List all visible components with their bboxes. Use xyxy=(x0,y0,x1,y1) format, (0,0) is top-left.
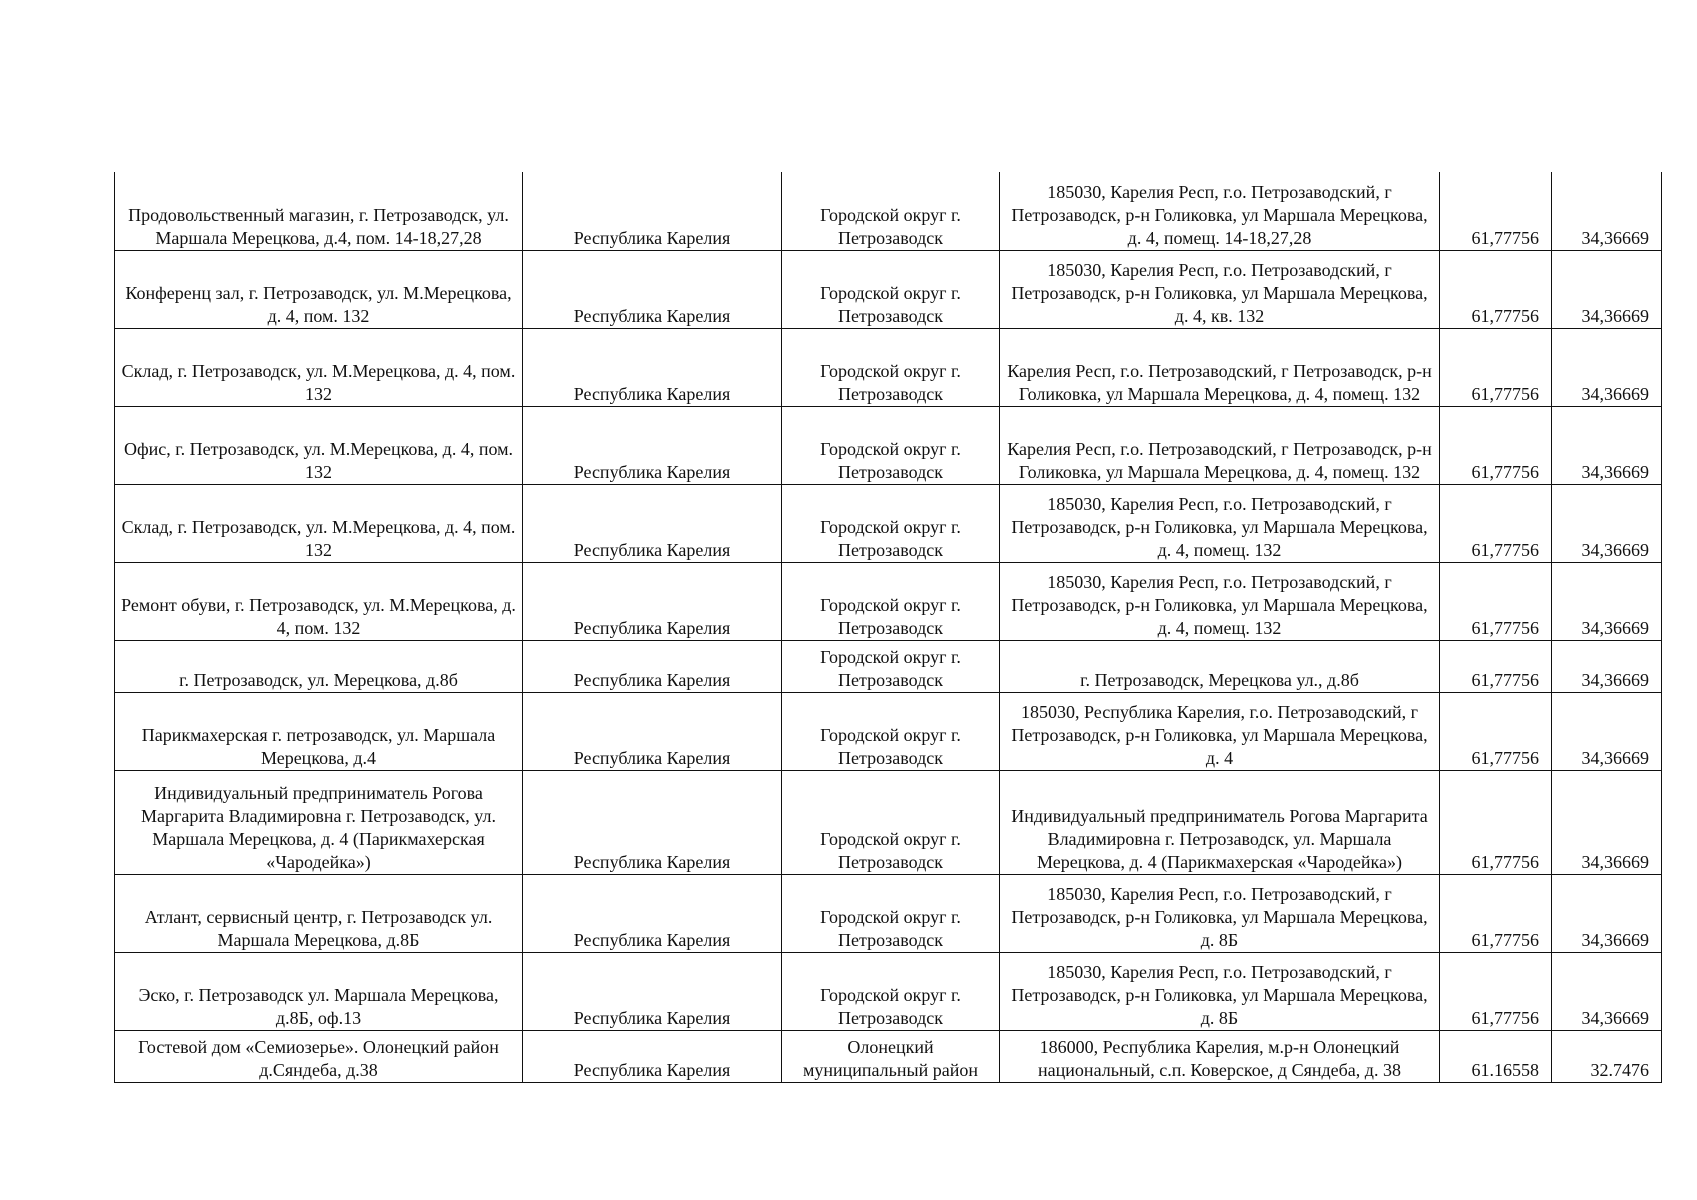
cell-region: Республика Карелия xyxy=(523,640,782,692)
cell-region: Республика Карелия xyxy=(523,406,782,484)
cell-latitude: 61,77756 xyxy=(1440,406,1552,484)
cell-longitude: 34,36669 xyxy=(1552,484,1662,562)
cell-address: г. Петрозаводск, Мерецкова ул., д.8б xyxy=(1000,640,1440,692)
cell-latitude: 61,77756 xyxy=(1440,692,1552,770)
cell-region: Республика Карелия xyxy=(523,770,782,874)
table-row xyxy=(115,562,1662,640)
cell-municipality: Городской округ г. Петрозаводск xyxy=(782,484,1000,562)
table-row xyxy=(115,1030,1662,1082)
table-row xyxy=(115,328,1662,406)
cell-municipality: Городской округ г. Петрозаводск xyxy=(782,770,1000,874)
cell-municipality: Городской округ г. Петрозаводск xyxy=(782,406,1000,484)
cell-municipality: Городской округ г. Петрозаводск xyxy=(782,328,1000,406)
table-row xyxy=(115,484,1662,562)
cell-address: 185030, Республика Карелия, г.о. Петрозаводский, г Петрозаводск, р-н Голиковка, ул Маршала Мерецкова, д. 4 xyxy=(1000,692,1440,770)
cell-region: Республика Карелия xyxy=(523,172,782,250)
cell-longitude: 34,36669 xyxy=(1552,952,1662,1030)
table-row xyxy=(115,770,1662,874)
cell-name: г. Петрозаводск, ул. Мерецкова, д.8б xyxy=(115,640,523,692)
table-row xyxy=(115,172,1662,250)
cell-municipality: Олонецкий муниципальный район xyxy=(782,1030,1000,1082)
cell-municipality: Городской округ г. Петрозаводск xyxy=(782,874,1000,952)
cell-longitude: 34,36669 xyxy=(1552,406,1662,484)
table-row xyxy=(115,692,1662,770)
cell-region: Республика Карелия xyxy=(523,562,782,640)
cell-region: Республика Карелия xyxy=(523,692,782,770)
cell-address: 185030, Карелия Респ, г.о. Петрозаводский, г Петрозаводск, р-н Голиковка, ул Маршала Мерецкова, д. 4, кв. 132 xyxy=(1000,250,1440,328)
cell-municipality: Городской округ г. Петрозаводск xyxy=(782,692,1000,770)
cell-name: Индивидуальный предприниматель Рогова Маргарита Владимировна г. Петрозаводск, ул. Маршала Мерецкова, д. 4 (Парикмахерская «Чародейка») xyxy=(115,770,523,874)
cell-municipality: Городской округ г. Петрозаводск xyxy=(782,952,1000,1030)
cell-region: Республика Карелия xyxy=(523,328,782,406)
cell-longitude: 34,36669 xyxy=(1552,640,1662,692)
cell-address: 185030, Карелия Респ, г.о. Петрозаводский, г Петрозаводск, р-н Голиковка, ул Маршала Мерецкова, д. 4, помещ. 132 xyxy=(1000,562,1440,640)
cell-longitude: 34,36669 xyxy=(1552,562,1662,640)
cell-latitude: 61,77756 xyxy=(1440,250,1552,328)
cell-region: Республика Карелия xyxy=(523,952,782,1030)
cell-longitude: 34,36669 xyxy=(1552,770,1662,874)
cell-latitude: 61,77756 xyxy=(1440,770,1552,874)
cell-region: Республика Карелия xyxy=(523,484,782,562)
cell-longitude: 34,36669 xyxy=(1552,172,1662,250)
cell-region: Республика Карелия xyxy=(523,1030,782,1082)
cell-name: Ремонт обуви, г. Петрозаводск, ул. М.Мерецкова, д. 4, пом. 132 xyxy=(115,562,523,640)
cell-longitude: 34,36669 xyxy=(1552,692,1662,770)
table-row xyxy=(115,406,1662,484)
cell-longitude: 34,36669 xyxy=(1552,328,1662,406)
cell-address: Карелия Респ, г.о. Петрозаводский, г Петрозаводск, р-н Голиковка, ул Маршала Мерецкова, д. 4, помещ. 132 xyxy=(1000,328,1440,406)
cell-municipality: Городской округ г. Петрозаводск xyxy=(782,562,1000,640)
cell-region: Республика Карелия xyxy=(523,874,782,952)
cell-name: Склад, г. Петрозаводск, ул. М.Мерецкова, д. 4, пом. 132 xyxy=(115,484,523,562)
cell-name: Конференц зал, г. Петрозаводск, ул. М.Мерецкова, д. 4, пом. 132 xyxy=(115,250,523,328)
cell-name: Гостевой дом «Семиозерье». Олонецкий район д.Сяндеба, д.38 xyxy=(115,1030,523,1082)
cell-name: Атлант, сервисный центр, г. Петрозаводск ул. Маршала Мерецкова, д.8Б xyxy=(115,874,523,952)
cell-name: Парикмахерская г. петрозаводск, ул. Маршала Мерецкова, д.4 xyxy=(115,692,523,770)
cell-name: Продовольственный магазин, г. Петрозаводск, ул. Маршала Мерецкова, д.4, пом. 14-18,27,28 xyxy=(115,172,523,250)
table-row xyxy=(115,640,1662,692)
cell-name: Офис, г. Петрозаводск, ул. М.Мерецкова, д. 4, пом. 132 xyxy=(115,406,523,484)
cell-address: Индивидуальный предприниматель Рогова Маргарита Владимировна г. Петрозаводск, ул. Маршала Мерецкова, д. 4 (Парикмахерская «Чародейка») xyxy=(1000,770,1440,874)
table-row xyxy=(115,874,1662,952)
cell-name: Склад, г. Петрозаводск, ул. М.Мерецкова, д. 4, пом. 132 xyxy=(115,328,523,406)
cell-municipality: Городской округ г. Петрозаводск xyxy=(782,250,1000,328)
cell-longitude: 34,36669 xyxy=(1552,874,1662,952)
cell-latitude: 61,77756 xyxy=(1440,874,1552,952)
cell-latitude: 61,77756 xyxy=(1440,172,1552,250)
cell-address: 185030, Карелия Респ, г.о. Петрозаводский, г Петрозаводск, р-н Голиковка, ул Маршала Мерецкова, д. 8Б xyxy=(1000,874,1440,952)
cell-latitude: 61,77756 xyxy=(1440,640,1552,692)
cell-address: 185030, Карелия Респ, г.о. Петрозаводский, г Петрозаводск, р-н Голиковка, ул Маршала Мерецкова, д. 4, помещ. 14-18,27,28 xyxy=(1000,172,1440,250)
cell-region: Республика Карелия xyxy=(523,250,782,328)
cell-longitude: 34,36669 xyxy=(1552,250,1662,328)
cell-latitude: 61.16558 xyxy=(1440,1030,1552,1082)
cell-longitude: 32.7476 xyxy=(1552,1030,1662,1082)
cell-name: Эско, г. Петрозаводск ул. Маршала Мерецкова, д.8Б, оф.13 xyxy=(115,952,523,1030)
cell-municipality: Городской округ г. Петрозаводск xyxy=(782,172,1000,250)
cell-address: 186000, Республика Карелия, м.р-н Олонецкий национальный, с.п. Коверское, д Сяндеба, д. 38 xyxy=(1000,1030,1440,1082)
cell-address: 185030, Карелия Респ, г.о. Петрозаводский, г Петрозаводск, р-н Голиковка, ул Маршала Мерецкова, д. 4, помещ. 132 xyxy=(1000,484,1440,562)
cell-latitude: 61,77756 xyxy=(1440,484,1552,562)
cell-address: Карелия Респ, г.о. Петрозаводский, г Петрозаводск, р-н Голиковка, ул Маршала Мерецкова, д. 4, помещ. 132 xyxy=(1000,406,1440,484)
cell-address: 185030, Карелия Респ, г.о. Петрозаводский, г Петрозаводск, р-н Голиковка, ул Маршала Мерецкова, д. 8Б xyxy=(1000,952,1440,1030)
cell-municipality: Городской округ г. Петрозаводск xyxy=(782,640,1000,692)
locations-table xyxy=(114,172,1662,1083)
table-row xyxy=(115,952,1662,1030)
table-row xyxy=(115,250,1662,328)
cell-latitude: 61,77756 xyxy=(1440,328,1552,406)
cell-latitude: 61,77756 xyxy=(1440,952,1552,1030)
cell-latitude: 61,77756 xyxy=(1440,562,1552,640)
